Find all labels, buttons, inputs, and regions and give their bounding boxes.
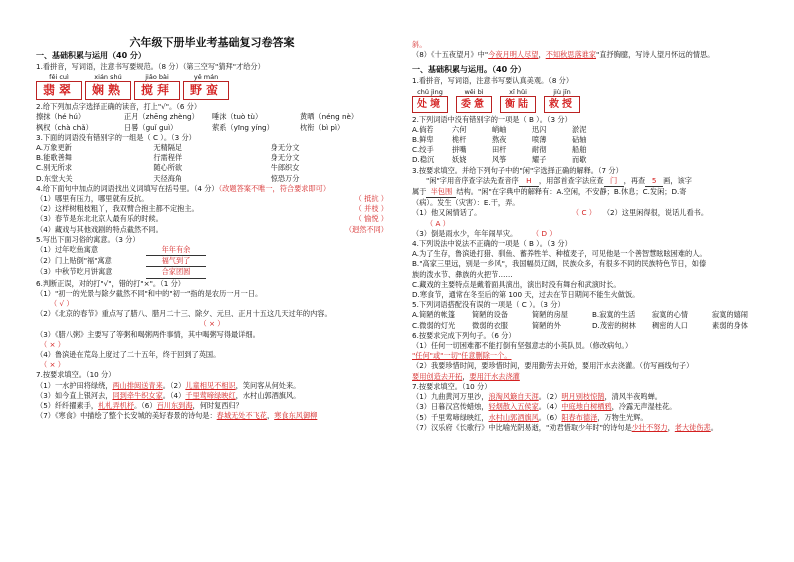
pinyin: xián shú [94, 73, 122, 82]
option-word: D.茂密的树林 [592, 320, 636, 330]
left-column [36, 0, 388, 422]
option-word: 拼嘴 [452, 145, 467, 155]
pinyin: yě mán [193, 73, 219, 82]
option-word: 简陋的设备 [472, 310, 508, 320]
q4-row [36, 225, 388, 235]
option-word: C.绞手 [412, 145, 434, 155]
q4-answer: （ 并枝 ） [354, 204, 388, 214]
q3-paragraph [412, 176, 772, 187]
question-1: 1.看拼音，写词语，注意书写要认真美观。（8 分） [412, 76, 574, 86]
q7-text: （7）《寒食》中描绘了整个长安城的美好春景的诗句是： [36, 411, 217, 421]
q7-text: （5）千里莺啼绿映红， [412, 412, 489, 422]
question-2: 2.给下列加点字选择正确的读音，打上"√"。（6 分） [36, 102, 202, 112]
q3-answer: H [519, 176, 539, 187]
option-word: 寂寞的心情 [652, 310, 688, 320]
q7-row [412, 402, 772, 412]
q7-answer: 阳春布德泽 [561, 412, 598, 422]
q6-line: （4）鲁滨逊在荒岛上度过了二十五年，终于回到了英国。 [36, 350, 221, 360]
q5-row [36, 245, 388, 256]
q4-option: 族的泼水节、彝族的火把节…… [412, 269, 513, 279]
q7-row [36, 381, 388, 391]
q6-answer: （ × ） [40, 360, 65, 370]
q7-text: 。（2） [538, 392, 562, 402]
option-word: C.别无所求 [36, 163, 73, 173]
q6-line: （2）《北京的春节》重点写了腊八、腊月二十三、除夕、元旦、正月十五这几天过年的内容。 [36, 309, 332, 319]
option-word: 身无分文 [270, 143, 300, 153]
q2-option [412, 145, 612, 155]
option-word: 惊恐万分 [270, 173, 300, 183]
section-heading: 一、基础积累与运用。（40 分） [412, 65, 526, 75]
q2-item: 枫杈（chà chǎ） [36, 122, 93, 132]
q4-row [36, 204, 388, 214]
q4-option: C.藏戏的主要特点是戴着面具演出，演出时没有舞台和武演时长。 [412, 279, 621, 289]
q5-row [36, 267, 388, 278]
q5-answer: 年年有余 [146, 245, 206, 256]
option-word: D.东堂大关 [36, 173, 73, 183]
answer-word: 衡陆 [500, 96, 536, 113]
pinyin-cell [456, 88, 492, 113]
q2-option [412, 125, 612, 135]
question-1: 1.看拼音，写词语，注意书写要规范。（8 分）（第三空写"猜拜"才给分） [36, 62, 265, 71]
q7-text: ，何时复西归？ [192, 401, 243, 411]
q8-answer: 今夜月明人尽望 [488, 50, 539, 60]
question-7: 7.按要求填空。（10 分） [412, 381, 492, 391]
q3-answer: 5 [645, 176, 663, 187]
q3-text: 属于 [412, 187, 427, 197]
pinyin: xī hǔi [509, 87, 527, 96]
q7-text: （1）九曲黄河万里沙， [412, 392, 489, 402]
q7-row [412, 392, 772, 402]
q7-row [412, 423, 772, 433]
option-word: 峭岫 [492, 124, 507, 134]
q3-option [36, 163, 388, 173]
option-word: 桅杆 [452, 135, 467, 145]
q7-text: ，清风半夜鸣蝉。 [604, 392, 662, 402]
q3-answer: （ A ） [426, 218, 450, 228]
q5-text: （3）中秋节吃月饼寓意 [36, 267, 113, 277]
question-5: 5.写出下面习俗的寓意。（3 分） [36, 234, 140, 244]
q2-row [36, 112, 388, 122]
question-5: 5.下列词语搭配没有误的一项是（ C ）。（3 分） [412, 300, 565, 310]
option-word: 耐彻 [532, 145, 547, 155]
q7-row [412, 413, 772, 423]
q6-sentence: （2）我要珍惜时间，要珍惜时间，要用勤劳去开始，要用汗水去浇灌。（仿写画线句子） [412, 361, 694, 371]
option-word: 素弱的身体 [712, 320, 748, 330]
q7-answer: 寒食东风御柳 [274, 411, 318, 421]
q4-answer: （迥然不同） [344, 224, 388, 234]
question-6: 6.判断正误，对的打"√"，错的打"×"。（1 分） [36, 278, 185, 288]
question-4 [36, 184, 388, 194]
q7-answer: 老大徒伤悲 [674, 422, 711, 432]
q3-answer: （ D ） [532, 228, 557, 238]
right-column [412, 0, 772, 433]
q6-line: （3）《腊八粥》主要写了等粥和喝粥两件事情，其中喝粥写得最详细。 [36, 329, 260, 339]
option-word: 喷薄 [532, 135, 547, 145]
q3-text: （2）这里闲得很，说话儿看书。 [602, 208, 709, 218]
q6-answer-row: 要用创造去开拓，要用汗水去浇灌 [412, 371, 520, 381]
q7-text: ，冷露无声湿桂花。 [611, 402, 677, 412]
q2-item: 擦抹（hé hú） [36, 112, 86, 122]
q6-answer: 要用汗水去浇灌 [469, 371, 520, 381]
pinyin-grid [36, 73, 388, 100]
option-word: 牛郎织女 [270, 163, 300, 173]
q7-text: （5）纤纤擢素手， [36, 401, 99, 411]
option-word: C.微弱的灯光 [412, 320, 456, 330]
continued-answer: 斜。 [412, 40, 427, 49]
option-word: 淤泥 [572, 124, 587, 134]
q7-answer: 少壮不努力 [631, 422, 668, 432]
q7-row [36, 411, 388, 421]
q2-item: 日晷（guǐ guì） [124, 122, 178, 132]
q8-answer: 不知秋思落谁家 [545, 50, 597, 60]
q3-option [36, 143, 388, 153]
pinyin: chǔ jìng [417, 87, 443, 96]
q6-answer: （ √ ） [50, 299, 74, 309]
q5-answer: 福气到了 [146, 256, 206, 267]
question-6: 6.按要求完成下列句子。（6 分） [412, 330, 516, 340]
option-word: 无精隔足 [153, 143, 183, 153]
option-word: 寂寞的嬉闹 [712, 310, 748, 320]
q4-answer: （ 抵抗 ） [354, 194, 388, 204]
answer-word: 救授 [544, 96, 580, 113]
question-4: 4.下列说法中说法不正确的一项是（ B ）。（3 分） [412, 239, 572, 249]
q3-option [36, 174, 388, 184]
pinyin-grid [412, 88, 772, 113]
q3-answer: （ C ） [572, 208, 596, 218]
q8-text: "直抒胸臆，写诗人望月怀远的情思。 [596, 50, 715, 60]
q5-row [36, 256, 388, 267]
q4-sentence: （3）春节是东北北京人最有乐的时候。 [36, 214, 163, 224]
q2-item: 萦系（yīng yíng） [212, 122, 274, 132]
q7-answer: 水村山郭酒旗风 [488, 412, 539, 422]
q3-text: （1）他又闲情话了。 [412, 208, 482, 218]
q4-option: B."高家三里远，别是一乡风"，我国幅员辽阔，民族众多，有很多不同的民族特色节日，如傣 [412, 259, 707, 269]
page-title: 六年级下册毕业考基础复习卷答案 [129, 36, 295, 49]
pinyin: fěi cuì [49, 73, 69, 82]
q6-line: （1）"初一的光景与除夕截然不同"和中的"初一"指的是农历一月一日。 [36, 288, 263, 298]
q4-text: 4.给下面句中加点的词语找出义词填写在括号里。（4 分） [36, 183, 219, 193]
pinyin-cell [500, 88, 536, 113]
option-word: A.倘若 [412, 124, 434, 134]
q3-answer: 半包围 [426, 187, 456, 198]
option-word: B.寂寞的生活 [592, 310, 636, 320]
q2-option [412, 155, 612, 165]
q5-option [412, 321, 772, 331]
q7-answer: 两山排闼送青来 [112, 380, 163, 390]
q4-option: A.为了生存，鲁滨逊打猎、驯鱼、蓄养牲羊、种植麦子，可见他是一个善智慧眩眩困难的人。 [412, 249, 707, 259]
q3-paragraph: （病）。发生（灾害）：E.干，弄。 [412, 198, 520, 208]
option-word: 微弱的衣服 [472, 320, 508, 330]
q4-row [36, 194, 388, 204]
q4-sentence: （2）这样树粗枝粗丫，我双臂合抱主都不定抱主。 [36, 204, 199, 214]
q3-option [36, 153, 388, 163]
option-word: A.万象更新 [36, 143, 72, 153]
q2-item: 正月（zhēng zhèng） [124, 112, 199, 122]
q5-answer: 合家团圆 [146, 267, 206, 278]
q3-text: 结构。"闲"在字典中的解释有：A.空闲，不安静；B.休息；C.发闲；D.寄 [456, 187, 687, 197]
q4-row [36, 214, 388, 224]
q7-text: ，水村山郭酒旗风。 [235, 390, 301, 400]
right-q8 [412, 50, 772, 60]
q2-option [412, 135, 612, 145]
option-word: B.能歌善舞 [36, 153, 72, 163]
q7-text: （7）汉乐府《长歌行》中比喻光阴易逝，"劝君惜取少年时"的诗句是 [412, 422, 632, 432]
pinyin-cell [36, 73, 82, 100]
pinyin: jiù jīn [553, 87, 571, 96]
option-word: 简陋的外 [532, 320, 561, 330]
pinyin-cell [85, 73, 131, 100]
pinyin-cell [412, 88, 448, 113]
answer-word: 处境 [412, 96, 448, 113]
q7-text: 。（2） [162, 380, 186, 390]
q7-row [36, 401, 388, 411]
q8-text: ， [538, 50, 546, 60]
q3-text: ，再查 [623, 175, 646, 185]
q7-text: ，万物生光辉。 [597, 412, 648, 422]
pinyin-cell [134, 73, 180, 100]
q7-text: ， [267, 411, 275, 421]
q6-answer: （ × ） [199, 319, 225, 329]
q3-text: "闲"字用音序查字法先查音序 [426, 175, 519, 185]
q2-row [36, 123, 388, 133]
q7-text: （3）如今直上银河去， [36, 390, 113, 400]
pinyin: jiǎo bài [145, 73, 169, 82]
option-word: 风筝 [492, 155, 507, 165]
option-word: 简陋的房屋 [532, 310, 568, 320]
q7-answer: 札札弄机杼 [98, 401, 135, 411]
q7-text: （1）一水护田将绿绕， [36, 380, 113, 390]
q4-note: （改题答案不唯一，符合要求即可） [218, 183, 331, 193]
option-word: 随心所欲 [153, 163, 183, 173]
option-word: 熬夜 [492, 135, 507, 145]
q2-item: 枕衔（bì pì） [300, 122, 345, 132]
answer-word: 娴熟 [85, 81, 131, 100]
q6-answer: （ × ） [40, 339, 65, 349]
option-word: 船舶 [572, 145, 587, 155]
section-heading: 一、基础积累与运用（40 分） [36, 51, 146, 60]
q2-item: 黄晒（néng nè） [300, 112, 359, 122]
q3-text: 画，该字 [663, 175, 692, 185]
q6-answer: 要用创造去开拓 [412, 371, 463, 381]
q5-text: （2）门上贴倒"福"寓意 [36, 256, 112, 266]
q7-text: 。（4） [538, 402, 562, 412]
q3-sentence [412, 208, 772, 218]
option-word: B.鲜卑 [412, 135, 434, 145]
q7-answer: 明月别枝惊鹊 [561, 392, 605, 402]
question-3: 3.下面的词语没有错别字的一组是（ C ）。（3 分） [36, 132, 196, 142]
pinyin: wěi bì [464, 87, 484, 96]
question-7: 7.按要求填空。（10 分） [36, 370, 116, 380]
q7-text: ， [667, 422, 675, 432]
q7-answer: 儿童相见不相识 [185, 380, 236, 390]
q7-row [36, 391, 388, 401]
q3-paragraph [412, 187, 772, 198]
option-word: 稠密的人口 [652, 320, 688, 330]
q6-sentence: （1）任何一切困难都不能打倒有坚强意志的小英队员。（修改病句。） [412, 341, 633, 351]
q7-text: 。 [710, 422, 718, 432]
option-word: 妖娆 [452, 155, 467, 165]
q7-answer: 千里莺啼绿映红 [185, 390, 236, 400]
q3-text: ，用部首查字法应查 [538, 175, 604, 185]
q5-option [412, 310, 772, 320]
q7-answer: 百川东到海 [156, 401, 193, 411]
q4-answer: （ 愉悦 ） [354, 214, 388, 224]
q8-text: （8）《十五夜望月》中" [412, 50, 489, 60]
q7-text: 。（6） [538, 412, 562, 422]
option-word: D.稳沉 [412, 155, 435, 165]
question-3: 3.按要求填空。并给下列句子中的"闲"字选择正确的解释。（7 分） [412, 165, 623, 175]
q7-text: 。（6） [134, 401, 157, 411]
q7-answer: 春城无处不飞花 [216, 411, 267, 421]
q3-text: （3）倒是雨水少，年年闹旱灾。 [412, 228, 518, 238]
q5-text: （1）过年吃鱼寓意 [36, 245, 99, 255]
q2-item: 唾沫（tuò tù） [212, 112, 263, 122]
q3-sentence [412, 229, 772, 239]
q7-answer: 同到牵牛织女家 [112, 390, 163, 400]
option-word: 田杆 [492, 145, 507, 155]
question-2: 2.下列词语中没有错别字的一项是（ B ）。（3 分） [412, 114, 572, 124]
answer-word: 翡翠 [36, 81, 82, 100]
answer-word: 委惫 [456, 96, 492, 113]
answer-word: 搅拜 [134, 81, 180, 100]
option-word: 迅闪 [532, 124, 547, 134]
option-word: 耀子 [532, 155, 547, 165]
q4-sentence: （1）哪里有压力，哪里就有反抗。 [36, 194, 149, 204]
option-word: 身无分文 [270, 153, 300, 163]
q7-text: ，笑问客从何处来。 [235, 380, 301, 390]
q7-answer: 浪淘风簸自天涯 [488, 392, 539, 402]
q6-answer: "任何"或"一切"任意删除一个。 [412, 351, 512, 361]
option-word: A.简陋的帐篷 [412, 310, 456, 320]
option-word: 砧轴 [572, 135, 587, 145]
q4-option: D.寒食节，通常在冬至后的第 100 天，过去在节日期间不能生火做饭。 [412, 290, 640, 300]
q4-sentence: （4）藏戏与其他戏剧的特点截然不同。 [36, 224, 163, 234]
q3-answer: 门 [604, 176, 624, 187]
q7-text: （3）日暮汉宫传蜡烛， [412, 402, 489, 412]
q7-text: 。（4） [162, 390, 186, 400]
option-word: 天径海角 [153, 173, 183, 183]
q7-answer: 轻烟散入五侯家 [488, 402, 539, 412]
option-word: 六何 [452, 124, 467, 134]
option-word: 行需程佯 [153, 153, 183, 163]
pinyin-cell [544, 88, 580, 113]
pinyin-cell [183, 73, 229, 100]
option-word: 而歇 [572, 155, 587, 165]
answer-word: 野蛮 [183, 81, 229, 100]
q7-answer: 中庭地白树栖鸦 [561, 402, 612, 412]
